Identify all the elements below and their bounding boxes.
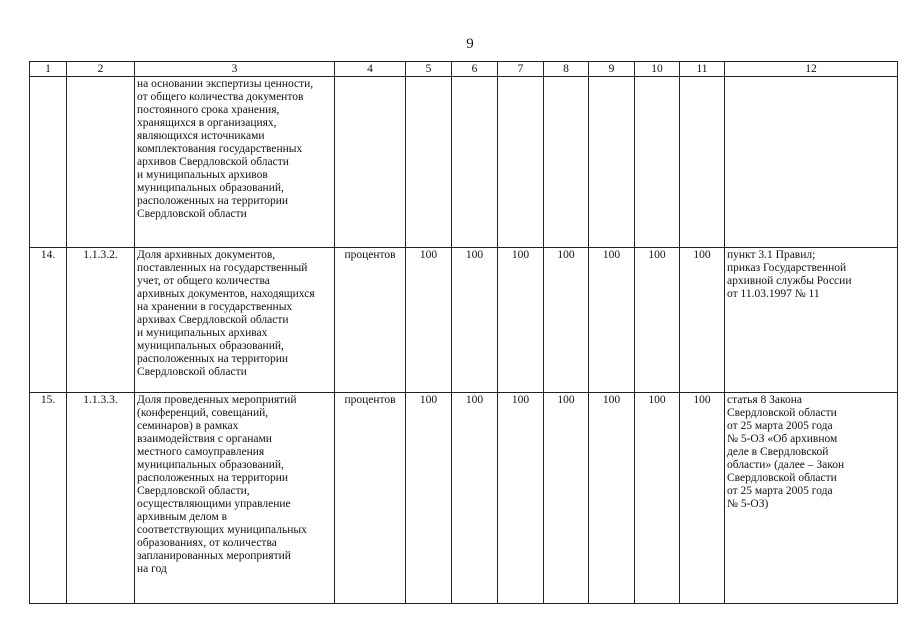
column-number-cell: 7 xyxy=(498,62,544,77)
description-line: и муниципальных архивах xyxy=(137,327,268,339)
table-row xyxy=(30,248,898,393)
value-cell: 100 xyxy=(635,248,680,393)
description-line: местного самоуправления xyxy=(137,446,265,458)
description-line: образованиях, от количества xyxy=(137,537,277,549)
reference-line: статья 8 Закона xyxy=(727,394,803,406)
column-number-cell: 3 xyxy=(135,62,335,77)
value-cell xyxy=(589,77,635,248)
description-line: Доля проведенных мероприятий xyxy=(137,394,297,406)
indicators-table xyxy=(29,61,898,604)
description-line: на основании экспертизы ценности, xyxy=(137,78,314,90)
reference-line: от 25 марта 2005 года xyxy=(727,485,833,497)
description-line: архивных документов, находящихся xyxy=(137,288,315,300)
column-number-cell: 8 xyxy=(544,62,589,77)
column-number-cell: 12 xyxy=(725,62,898,77)
value-cell: 100 xyxy=(680,393,725,604)
description-line: постоянного срока хранения, xyxy=(137,104,280,116)
value-cell: 100 xyxy=(452,393,498,604)
column-number-cell: 6 xyxy=(452,62,498,77)
value-cell: 100 xyxy=(406,248,452,393)
description-line: архивным делом в xyxy=(137,511,228,523)
description-line: расположенных на территории xyxy=(137,472,289,484)
description-line: соответствующих муниципальных xyxy=(137,524,307,536)
description-line: Свердловской области xyxy=(137,208,247,220)
table-row xyxy=(30,393,898,604)
column-number-cell: 10 xyxy=(635,62,680,77)
value-cell xyxy=(406,77,452,248)
description-line: осуществляющими управление xyxy=(137,498,291,510)
indicator-description-cell xyxy=(135,393,335,604)
description-line: являющихся источниками xyxy=(137,130,265,142)
description-line: комплектования государственных xyxy=(137,143,303,155)
reference-line: приказ Государственной xyxy=(727,262,847,274)
reference-line: деле в Свердловской xyxy=(727,446,829,458)
column-number-cell: 9 xyxy=(589,62,635,77)
indicator-code-cell xyxy=(67,77,135,248)
description-line: семинаров) в рамках xyxy=(137,420,239,432)
table-row xyxy=(30,77,898,248)
reference-cell xyxy=(725,393,898,604)
value-cell: 100 xyxy=(498,393,544,604)
column-number-cell: 5 xyxy=(406,62,452,77)
value-cell: 100 xyxy=(452,248,498,393)
reference-line: от 11.03.1997 № 11 xyxy=(727,288,820,300)
reference-line: области» (далее – Закон xyxy=(727,459,845,471)
description-line: на год xyxy=(137,563,167,575)
column-number-header-row xyxy=(30,62,898,77)
reference-line: Свердловской области xyxy=(727,472,837,484)
column-number-cell: 1 xyxy=(30,62,67,77)
unit-cell xyxy=(335,77,406,248)
indicator-code-cell: 1.1.3.3. xyxy=(67,393,135,604)
description-line: архивов Свердловской области xyxy=(137,156,289,168)
reference-line: № 5-ОЗ «Об архивном xyxy=(727,433,838,445)
unit-cell: процентов xyxy=(335,248,406,393)
page-number: 9 xyxy=(466,36,474,52)
description-line: Свердловской области, xyxy=(137,485,250,497)
description-line: взаимодействия с органами xyxy=(137,433,272,445)
reference-cell xyxy=(725,248,898,393)
description-line: муниципальных образований, xyxy=(137,340,284,352)
row-number-cell: 15. xyxy=(30,393,67,604)
description-line: Доля архивных документов, xyxy=(137,249,276,261)
reference-line: № 5-ОЗ) xyxy=(727,498,769,510)
description-line: поставленных на государственный xyxy=(137,262,308,274)
value-cell: 100 xyxy=(544,393,589,604)
row-number-cell xyxy=(30,77,67,248)
reference-line: от 25 марта 2005 года xyxy=(727,420,833,432)
description-line: муниципальных образований, xyxy=(137,182,284,194)
description-line: и муниципальных архивов xyxy=(137,169,268,181)
column-number-cell: 11 xyxy=(680,62,725,77)
indicator-description-cell xyxy=(135,77,335,248)
value-cell: 100 xyxy=(635,393,680,604)
value-cell: 100 xyxy=(406,393,452,604)
row-number-cell: 14. xyxy=(30,248,67,393)
description-line: муниципальных образований, xyxy=(137,459,284,471)
value-cell: 100 xyxy=(680,248,725,393)
reference-line: Свердловской области xyxy=(727,407,837,419)
reference-cell xyxy=(725,77,898,248)
value-cell: 100 xyxy=(544,248,589,393)
description-line: учет, от общего количества xyxy=(137,275,270,287)
value-cell: 100 xyxy=(589,393,635,604)
value-cell: 100 xyxy=(589,248,635,393)
description-line: архивах Свердловской области xyxy=(137,314,289,326)
description-line: Свердловской области xyxy=(137,366,247,378)
description-line: на хранении в государственных xyxy=(137,301,293,313)
value-cell xyxy=(680,77,725,248)
value-cell xyxy=(452,77,498,248)
description-line: расположенных на территории xyxy=(137,353,289,365)
description-line: от общего количества документов xyxy=(137,91,304,103)
reference-line: архивной службы России xyxy=(727,275,852,287)
description-line: запланированных мероприятий xyxy=(137,550,291,562)
column-number-cell: 4 xyxy=(335,62,406,77)
value-cell xyxy=(635,77,680,248)
unit-cell: процентов xyxy=(335,393,406,604)
column-number-cell: 2 xyxy=(67,62,135,77)
indicator-description-cell xyxy=(135,248,335,393)
description-line: хранящихся в организациях, xyxy=(137,117,277,129)
value-cell xyxy=(498,77,544,248)
indicator-code-cell: 1.1.3.2. xyxy=(67,248,135,393)
value-cell xyxy=(544,77,589,248)
value-cell: 100 xyxy=(498,248,544,393)
reference-line: пункт 3.1 Правил; xyxy=(727,249,816,261)
description-line: расположенных на территории xyxy=(137,195,289,207)
description-line: (конференций, совещаний, xyxy=(137,407,269,419)
